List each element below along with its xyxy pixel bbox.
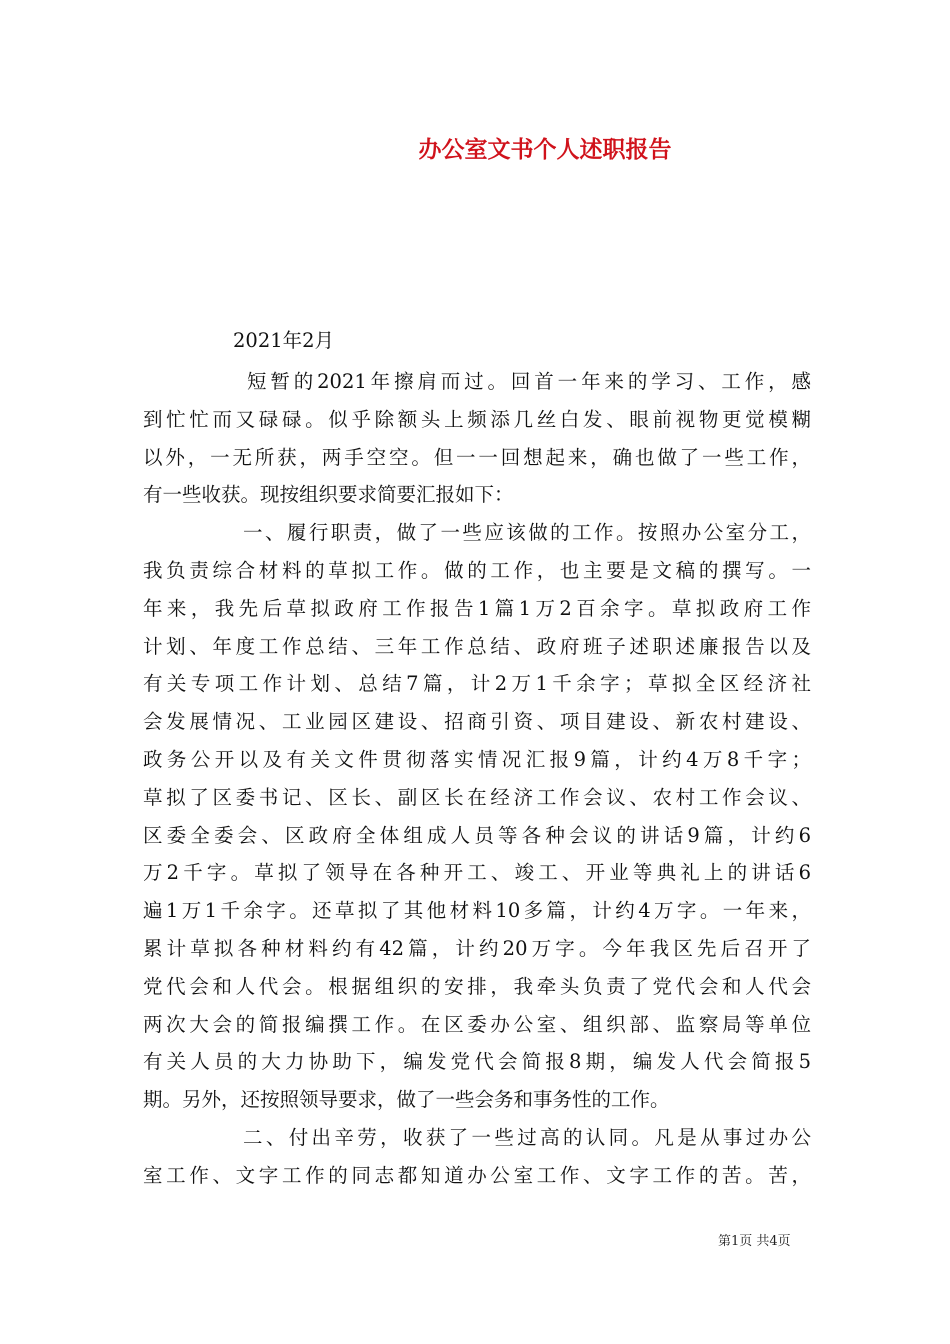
paragraph-line: 以外，一无所获，两手空空。但一一回想起来，确也做了一些工作， — [143, 445, 811, 469]
paragraph-line: 一、履行职责，做了一些应该做的工作。按照办公室分工， — [243, 521, 811, 545]
paragraph-line: 党代会和人代会。根据组织的安排，我牵头负责了党代会和人代会 — [143, 974, 811, 998]
paragraph-line: 政务公开以及有关文件贯彻落实情况汇报9篇，计约4万8千字； — [143, 747, 811, 771]
paragraph-line: 累计草拟各种材料约有42篇，计约20万字。今年我区先后召开了 — [143, 936, 811, 960]
paragraph-line: 年来，我先后草拟政府工作报告1篇1万2百余字。草拟政府工作 — [143, 596, 811, 620]
paragraph-line: 遍1万1千余字。还草拟了其他材料10多篇，计约4万字。一年来， — [143, 899, 811, 923]
paragraph-line: 会发展情况、工业园区建设、招商引资、项目建设、新农村建设、 — [143, 710, 811, 734]
paragraph — [143, 363, 811, 514]
paragraph-line: 室工作、文字工作的同志都知道办公室工作、文字工作的苦。苦， — [143, 1163, 811, 1187]
page-footer: 第1页 共4页 — [718, 1234, 791, 1249]
paragraph-line: 两次大会的简报编撰工作。在区委办公室、组织部、监察局等单位 — [143, 1012, 811, 1036]
paragraph-line: 有关专项工作计划、总结7篇，计2万1千余字；草拟全区经济社 — [143, 672, 811, 696]
paragraph-line: 有关人员的大力协助下，编发党代会简报8期，编发人代会简报5 — [143, 1050, 811, 1074]
document-date: 2021年2月 — [233, 329, 335, 352]
paragraph-line: 计划、年度工作总结、三年工作总结、政府班子述职述廉报告以及 — [143, 634, 811, 658]
paragraph-line: 我负责综合材料的草拟工作。做的工作，也主要是文稿的撰写。一 — [143, 558, 811, 582]
paragraph-line: 短暂的2021年擦肩而过。回首一年来的学习、工作，感 — [247, 370, 811, 393]
paragraph — [143, 1119, 811, 1195]
paragraph-line: 有一些收获。现按组织要求简要汇报如下： — [143, 483, 514, 507]
paragraph-line: 草拟了区委书记、区长、副区长在经济工作会议、农村工作会议、 — [143, 785, 811, 809]
paragraph-line: 万2千字。草拟了领导在各种开工、竣工、开业等典礼上的讲话6 — [143, 861, 811, 885]
paragraph-line: 期。另外，还按照领导要求，做了一些会务和事务性的工作。 — [143, 1088, 670, 1112]
paragraph-line: 到忙忙而又碌碌。似乎除额头上频添几丝白发、眼前视物更觉模糊 — [143, 407, 811, 431]
paragraph-line: 区委全委会、区政府全体组成人员等各种会议的讲话9篇，计约6 — [143, 823, 811, 847]
paragraph — [143, 514, 811, 1119]
paragraph-line: 二、付出辛劳，收获了一些过高的认同。凡是从事过办公 — [243, 1125, 811, 1149]
document-body — [143, 363, 811, 1195]
document-title: 办公室文书个人述职报告 — [418, 136, 672, 163]
